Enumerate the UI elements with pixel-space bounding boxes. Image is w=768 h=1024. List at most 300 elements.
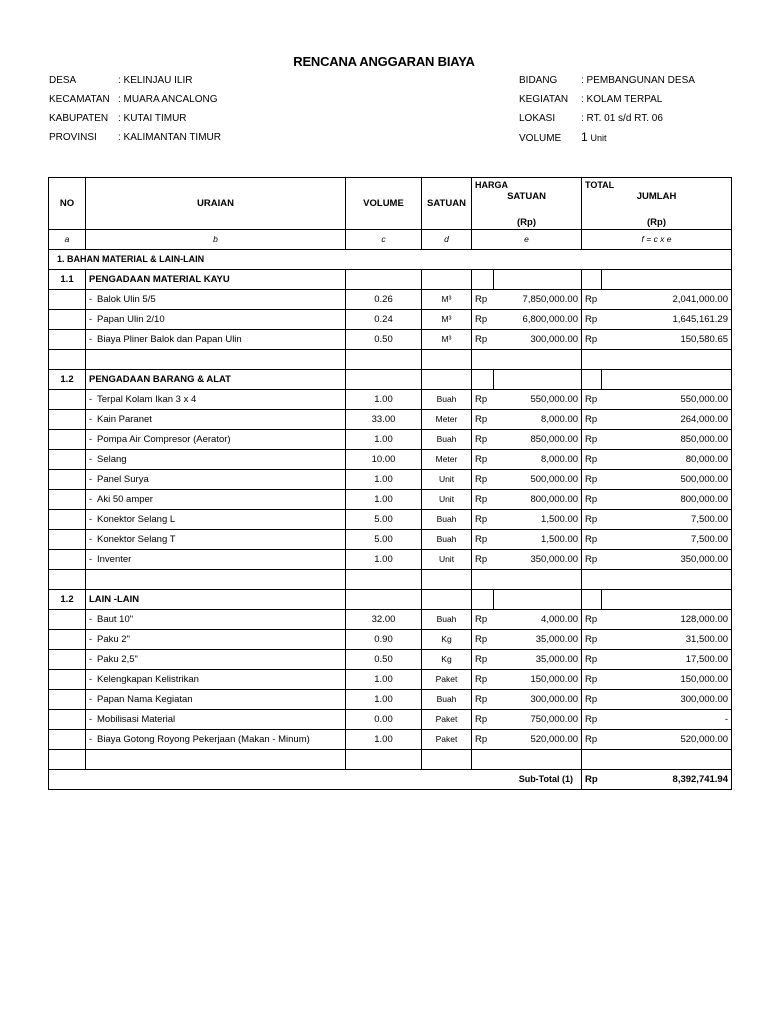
item-harga: 520,000.00 <box>494 730 582 750</box>
item-name: Panel Surya <box>97 474 149 485</box>
item-harga: 35,000.00 <box>494 650 582 670</box>
total-label: TOTAL <box>585 180 615 190</box>
section-name: LAIN -LAIN <box>86 590 346 610</box>
item-volume: 0.24 <box>346 310 422 330</box>
item-volume: 10.00 <box>346 450 422 470</box>
header-value <box>581 128 606 148</box>
item-name: Baut 10" <box>97 614 134 625</box>
item-harga: 500,000.00 <box>494 470 582 490</box>
item-volume: 1.00 <box>346 490 422 510</box>
header-value: : KELINJAU ILIR <box>118 75 193 86</box>
header-value: : MUARA ANCALONG <box>118 94 218 105</box>
col-header-no: NO <box>49 178 86 230</box>
jumlah-label: JUMLAH <box>636 191 677 202</box>
item-harga: 7,850,000.00 <box>494 290 582 310</box>
table-row <box>49 450 732 470</box>
item-satuan: Paket <box>422 730 472 750</box>
item-satuan: Paket <box>422 710 472 730</box>
item-volume: 1.00 <box>346 690 422 710</box>
item-name-cell <box>86 650 346 670</box>
empty-cell <box>422 570 472 590</box>
item-volume: 1.00 <box>346 390 422 410</box>
empty-cell <box>422 350 472 370</box>
item-name-cell <box>86 510 346 530</box>
item-volume: 0.50 <box>346 650 422 670</box>
item-name: Konektor Selang L <box>97 514 176 525</box>
letter-b: b <box>86 230 346 250</box>
item-name: Papan Ulin 2/10 <box>97 314 165 325</box>
harga-satuan-label: SATUAN <box>507 191 546 202</box>
item-jumlah-rp: Rp <box>582 630 602 650</box>
empty-cell <box>472 350 494 370</box>
item-name-cell <box>86 430 346 450</box>
item-jumlah-rp: Rp <box>582 690 602 710</box>
item-harga-rp: Rp <box>472 290 494 310</box>
item-harga: 150,000.00 <box>494 670 582 690</box>
row-no-cell <box>49 410 86 430</box>
header-row-provinsi <box>49 128 221 147</box>
item-satuan: Buah <box>422 510 472 530</box>
item-volume: 0.00 <box>346 710 422 730</box>
item-harga: 350,000.00 <box>494 550 582 570</box>
item-jumlah: 80,000.00 <box>602 450 732 470</box>
dash-marker: - <box>89 294 93 305</box>
empty-cell <box>49 350 86 370</box>
item-jumlah: 850,000.00 <box>602 430 732 450</box>
dash-marker: - <box>89 434 93 445</box>
empty-cell <box>494 370 582 390</box>
item-name: Biaya Pliner Balok dan Papan Ulin <box>97 334 242 345</box>
subtotal-value: 8,392,741.94 <box>602 770 732 790</box>
empty-cell <box>422 370 472 390</box>
item-jumlah: 500,000.00 <box>602 470 732 490</box>
item-harga: 550,000.00 <box>494 390 582 410</box>
item-satuan: M³ <box>422 330 472 350</box>
dash-marker: - <box>89 674 93 685</box>
empty-cell <box>582 370 602 390</box>
item-harga: 1,500.00 <box>494 530 582 550</box>
spacer-row <box>49 350 732 370</box>
row-no-cell <box>49 710 86 730</box>
item-harga: 6,800,000.00 <box>494 310 582 330</box>
item-name: Konektor Selang T <box>97 534 176 545</box>
empty-cell <box>582 270 602 290</box>
item-name-cell <box>86 390 346 410</box>
empty-cell <box>472 270 494 290</box>
empty-cell <box>494 350 582 370</box>
item-harga-rp: Rp <box>472 670 494 690</box>
empty-cell <box>472 750 494 770</box>
table-row <box>49 430 732 450</box>
item-harga: 4,000.00 <box>494 610 582 630</box>
table-row <box>49 550 732 570</box>
spacer-row <box>49 570 732 590</box>
header-value: : KALIMANTAN TIMUR <box>118 132 221 143</box>
dash-marker: - <box>89 474 93 485</box>
dash-marker: - <box>89 614 93 625</box>
item-jumlah: 350,000.00 <box>602 550 732 570</box>
empty-cell <box>494 570 582 590</box>
table-row <box>49 610 732 630</box>
item-jumlah: 300,000.00 <box>602 690 732 710</box>
item-name-cell <box>86 450 346 470</box>
empty-cell <box>582 570 602 590</box>
item-harga-rp: Rp <box>472 550 494 570</box>
col-header-satuan: SATUAN <box>422 178 472 230</box>
empty-cell <box>346 370 422 390</box>
item-satuan: Buah <box>422 430 472 450</box>
empty-cell <box>86 570 346 590</box>
item-jumlah-rp: Rp <box>582 450 602 470</box>
empty-cell <box>602 370 732 390</box>
letter-a: a <box>49 230 86 250</box>
section-no: 1.2 <box>49 590 86 610</box>
harga-rp-label: (Rp) <box>517 217 536 228</box>
item-harga-rp: Rp <box>472 610 494 630</box>
item-name: Selang <box>97 454 127 465</box>
item-name-cell <box>86 730 346 750</box>
item-name-cell <box>86 550 346 570</box>
item-name: Terpal Kolam Ikan 3 x 4 <box>97 394 197 405</box>
dash-marker: - <box>89 654 93 665</box>
section-no: 1.1 <box>49 270 86 290</box>
item-jumlah-rp: Rp <box>582 410 602 430</box>
item-name-cell <box>86 670 346 690</box>
row-no-cell <box>49 530 86 550</box>
table-row <box>49 410 732 430</box>
item-volume: 32.00 <box>346 610 422 630</box>
dash-marker: - <box>89 554 93 565</box>
item-satuan: Paket <box>422 670 472 690</box>
item-harga: 8,000.00 <box>494 410 582 430</box>
empty-cell <box>346 590 422 610</box>
empty-cell <box>602 590 732 610</box>
item-harga-rp: Rp <box>472 650 494 670</box>
item-volume: 0.50 <box>346 330 422 350</box>
item-jumlah: 264,000.00 <box>602 410 732 430</box>
spacer-row <box>49 750 732 770</box>
header-value: : PEMBANGUNAN DESA <box>581 75 695 86</box>
item-volume: 1.00 <box>346 550 422 570</box>
main-section-row <box>49 250 732 270</box>
item-jumlah: 128,000.00 <box>602 610 732 630</box>
row-no-cell <box>49 430 86 450</box>
item-satuan: Kg <box>422 650 472 670</box>
table-row <box>49 530 732 550</box>
dash-marker: - <box>89 414 93 425</box>
item-name: Kain Paranet <box>97 414 152 425</box>
item-harga: 8,000.00 <box>494 450 582 470</box>
item-satuan: Meter <box>422 410 472 430</box>
row-no-cell <box>49 490 86 510</box>
item-harga-rp: Rp <box>472 430 494 450</box>
item-harga-rp: Rp <box>472 730 494 750</box>
item-jumlah: 2,041,000.00 <box>602 290 732 310</box>
item-harga-rp: Rp <box>472 470 494 490</box>
dash-marker: - <box>89 734 93 745</box>
item-jumlah-rp: Rp <box>582 490 602 510</box>
item-name: Paku 2,5" <box>97 654 138 665</box>
item-jumlah: 150,580.65 <box>602 330 732 350</box>
item-jumlah: 31,500.00 <box>602 630 732 650</box>
header-row-kegiatan <box>519 90 695 109</box>
dash-marker: - <box>89 714 93 725</box>
item-jumlah: 7,500.00 <box>602 510 732 530</box>
row-no-cell <box>49 690 86 710</box>
item-volume: 1.00 <box>346 470 422 490</box>
row-no-cell <box>49 650 86 670</box>
subtotal-row <box>49 770 732 790</box>
table-row <box>49 490 732 510</box>
row-no-cell <box>49 510 86 530</box>
table-row <box>49 470 732 490</box>
table-row <box>49 330 732 350</box>
item-harga-rp: Rp <box>472 310 494 330</box>
dash-marker: - <box>89 634 93 645</box>
item-harga: 300,000.00 <box>494 330 582 350</box>
item-jumlah-rp: Rp <box>582 470 602 490</box>
header-label: KEGIATAN <box>519 94 569 105</box>
empty-cell <box>422 590 472 610</box>
item-volume: 0.90 <box>346 630 422 650</box>
item-jumlah: 150,000.00 <box>602 670 732 690</box>
empty-cell <box>602 570 732 590</box>
item-name-cell <box>86 530 346 550</box>
header-label: KABUPATEN <box>49 113 109 124</box>
dash-marker: - <box>89 534 93 545</box>
item-name-cell <box>86 710 346 730</box>
table-row <box>49 730 732 750</box>
item-name-cell <box>86 410 346 430</box>
header-row-bidang <box>519 71 695 90</box>
header-row-lokasi <box>519 109 695 128</box>
empty-cell <box>346 750 422 770</box>
section-name: PENGADAAN BARANG & ALAT <box>86 370 346 390</box>
header-label: BIDANG <box>519 75 558 86</box>
item-harga-rp: Rp <box>472 330 494 350</box>
empty-cell <box>49 750 86 770</box>
col-header-harga <box>472 178 582 230</box>
item-name-cell <box>86 690 346 710</box>
item-satuan: M³ <box>422 290 472 310</box>
letter-c: c <box>346 230 422 250</box>
row-no-cell <box>49 310 86 330</box>
item-satuan: Meter <box>422 450 472 470</box>
table-row <box>49 690 732 710</box>
item-harga: 800,000.00 <box>494 490 582 510</box>
item-name: Paku 2" <box>97 634 130 645</box>
header-label: PROVINSI <box>49 132 97 143</box>
col-header-uraian: URAIAN <box>86 178 346 230</box>
header-label: DESA <box>49 75 77 86</box>
item-harga-rp: Rp <box>472 690 494 710</box>
table-row <box>49 310 732 330</box>
empty-cell <box>86 350 346 370</box>
empty-cell <box>494 270 582 290</box>
dash-marker: - <box>89 694 93 705</box>
table-header-row <box>49 178 732 230</box>
row-no-cell <box>49 610 86 630</box>
header-value: : RT. 01 s/d RT. 06 <box>581 113 663 124</box>
item-volume: 33.00 <box>346 410 422 430</box>
item-name-cell <box>86 630 346 650</box>
header-row-desa <box>49 71 221 90</box>
empty-cell <box>494 750 582 770</box>
section-row <box>49 370 732 390</box>
empty-cell <box>422 270 472 290</box>
subtotal-label: Sub-Total (1) <box>472 770 582 790</box>
volume-number: 1 <box>581 130 588 144</box>
item-satuan: Buah <box>422 690 472 710</box>
item-jumlah-rp: Rp <box>582 330 602 350</box>
table-row <box>49 670 732 690</box>
row-no-cell <box>49 630 86 650</box>
item-jumlah: 550,000.00 <box>602 390 732 410</box>
header-label: VOLUME <box>519 133 562 144</box>
item-name: Inventer <box>97 554 132 565</box>
empty-cell <box>602 750 732 770</box>
item-jumlah-rp: Rp <box>582 510 602 530</box>
item-volume: 1.00 <box>346 670 422 690</box>
item-jumlah-rp: Rp <box>582 670 602 690</box>
subtotal-rp: Rp <box>582 770 602 790</box>
table-row <box>49 290 732 310</box>
empty-cell <box>86 750 346 770</box>
item-name: Papan Nama Kegiatan <box>97 694 193 705</box>
item-harga-rp: Rp <box>472 410 494 430</box>
item-harga-rp: Rp <box>472 390 494 410</box>
item-satuan: Buah <box>422 390 472 410</box>
item-satuan: Buah <box>422 610 472 630</box>
item-satuan: Buah <box>422 530 472 550</box>
item-name-cell <box>86 470 346 490</box>
item-satuan: Unit <box>422 550 472 570</box>
item-satuan: Unit <box>422 470 472 490</box>
empty-cell <box>422 750 472 770</box>
sections-body <box>49 270 732 770</box>
dash-marker: - <box>89 454 93 465</box>
column-letter-row <box>49 230 732 250</box>
letter-d: d <box>422 230 472 250</box>
row-no-cell <box>49 290 86 310</box>
item-jumlah: 800,000.00 <box>602 490 732 510</box>
item-harga-rp: Rp <box>472 630 494 650</box>
header-value: : KUTAI TIMUR <box>118 113 187 124</box>
empty-cell <box>472 590 494 610</box>
empty-cell <box>346 270 422 290</box>
dash-marker: - <box>89 334 93 345</box>
item-volume: 5.00 <box>346 530 422 550</box>
item-name-cell <box>86 290 346 310</box>
dash-marker: - <box>89 314 93 325</box>
item-volume: 5.00 <box>346 510 422 530</box>
volume-unit: Unit <box>590 133 607 143</box>
item-harga-rp: Rp <box>472 530 494 550</box>
item-jumlah-rp: Rp <box>582 710 602 730</box>
dash-marker: - <box>89 494 93 505</box>
item-jumlah: 1,645,161.29 <box>602 310 732 330</box>
row-no-cell <box>49 670 86 690</box>
table-row <box>49 510 732 530</box>
row-no-cell <box>49 550 86 570</box>
item-jumlah-rp: Rp <box>582 650 602 670</box>
item-name: Biaya Gotong Royong Pekerjaan (Makan - Minum) <box>97 734 310 745</box>
letter-f: f = c x e <box>582 230 732 250</box>
item-harga: 850,000.00 <box>494 430 582 450</box>
item-volume: 1.00 <box>346 430 422 450</box>
header-row-kabupaten <box>49 109 221 128</box>
empty-cell <box>494 590 582 610</box>
item-harga-rp: Rp <box>472 490 494 510</box>
dash-marker: - <box>89 394 93 405</box>
col-header-total <box>582 178 732 230</box>
budget-table <box>48 177 732 790</box>
section-row <box>49 590 732 610</box>
section-name: PENGADAAN MATERIAL KAYU <box>86 270 346 290</box>
empty-cell <box>582 350 602 370</box>
item-name: Pompa Air Compresor (Aerator) <box>97 434 231 445</box>
item-satuan: Unit <box>422 490 472 510</box>
empty-cell <box>49 570 86 590</box>
col-header-volume: VOLUME <box>346 178 422 230</box>
table-row <box>49 390 732 410</box>
item-name-cell <box>86 310 346 330</box>
empty-cell <box>602 350 732 370</box>
item-jumlah-rp: Rp <box>582 610 602 630</box>
empty-cell <box>472 570 494 590</box>
item-jumlah-rp: Rp <box>582 730 602 750</box>
section-row <box>49 270 732 290</box>
item-jumlah-rp: Rp <box>582 550 602 570</box>
main-section-title: 1. BAHAN MATERIAL & LAIN-LAIN <box>49 250 732 270</box>
document-title: RENCANA ANGGARAN BIAYA <box>293 54 475 69</box>
row-no-cell <box>49 470 86 490</box>
item-name: Balok Ulin 5/5 <box>97 294 156 305</box>
item-jumlah-rp: Rp <box>582 390 602 410</box>
row-no-cell <box>49 450 86 470</box>
item-volume: 1.00 <box>346 730 422 750</box>
header-right-block <box>519 71 695 148</box>
header-row-kecamatan <box>49 90 221 109</box>
item-name-cell <box>86 610 346 630</box>
item-satuan: M³ <box>422 310 472 330</box>
item-volume: 0.26 <box>346 290 422 310</box>
item-jumlah: 520,000.00 <box>602 730 732 750</box>
row-no-cell <box>49 730 86 750</box>
item-name-cell <box>86 330 346 350</box>
dash-marker: - <box>89 514 93 525</box>
item-harga: 750,000.00 <box>494 710 582 730</box>
item-harga-rp: Rp <box>472 510 494 530</box>
table-row <box>49 650 732 670</box>
item-harga: 300,000.00 <box>494 690 582 710</box>
harga-label: HARGA <box>475 180 508 190</box>
item-harga-rp: Rp <box>472 710 494 730</box>
table-row <box>49 710 732 730</box>
header-label: KECAMATAN <box>49 94 110 105</box>
row-no-cell <box>49 390 86 410</box>
item-jumlah: 7,500.00 <box>602 530 732 550</box>
item-harga-rp: Rp <box>472 450 494 470</box>
empty-cell <box>602 270 732 290</box>
empty-cell <box>472 370 494 390</box>
item-name-cell <box>86 490 346 510</box>
row-no-cell <box>49 330 86 350</box>
item-name: Kelengkapan Kelistrikan <box>97 674 199 685</box>
empty-cell <box>582 590 602 610</box>
header-left-block <box>49 71 221 147</box>
item-satuan: Kg <box>422 630 472 650</box>
